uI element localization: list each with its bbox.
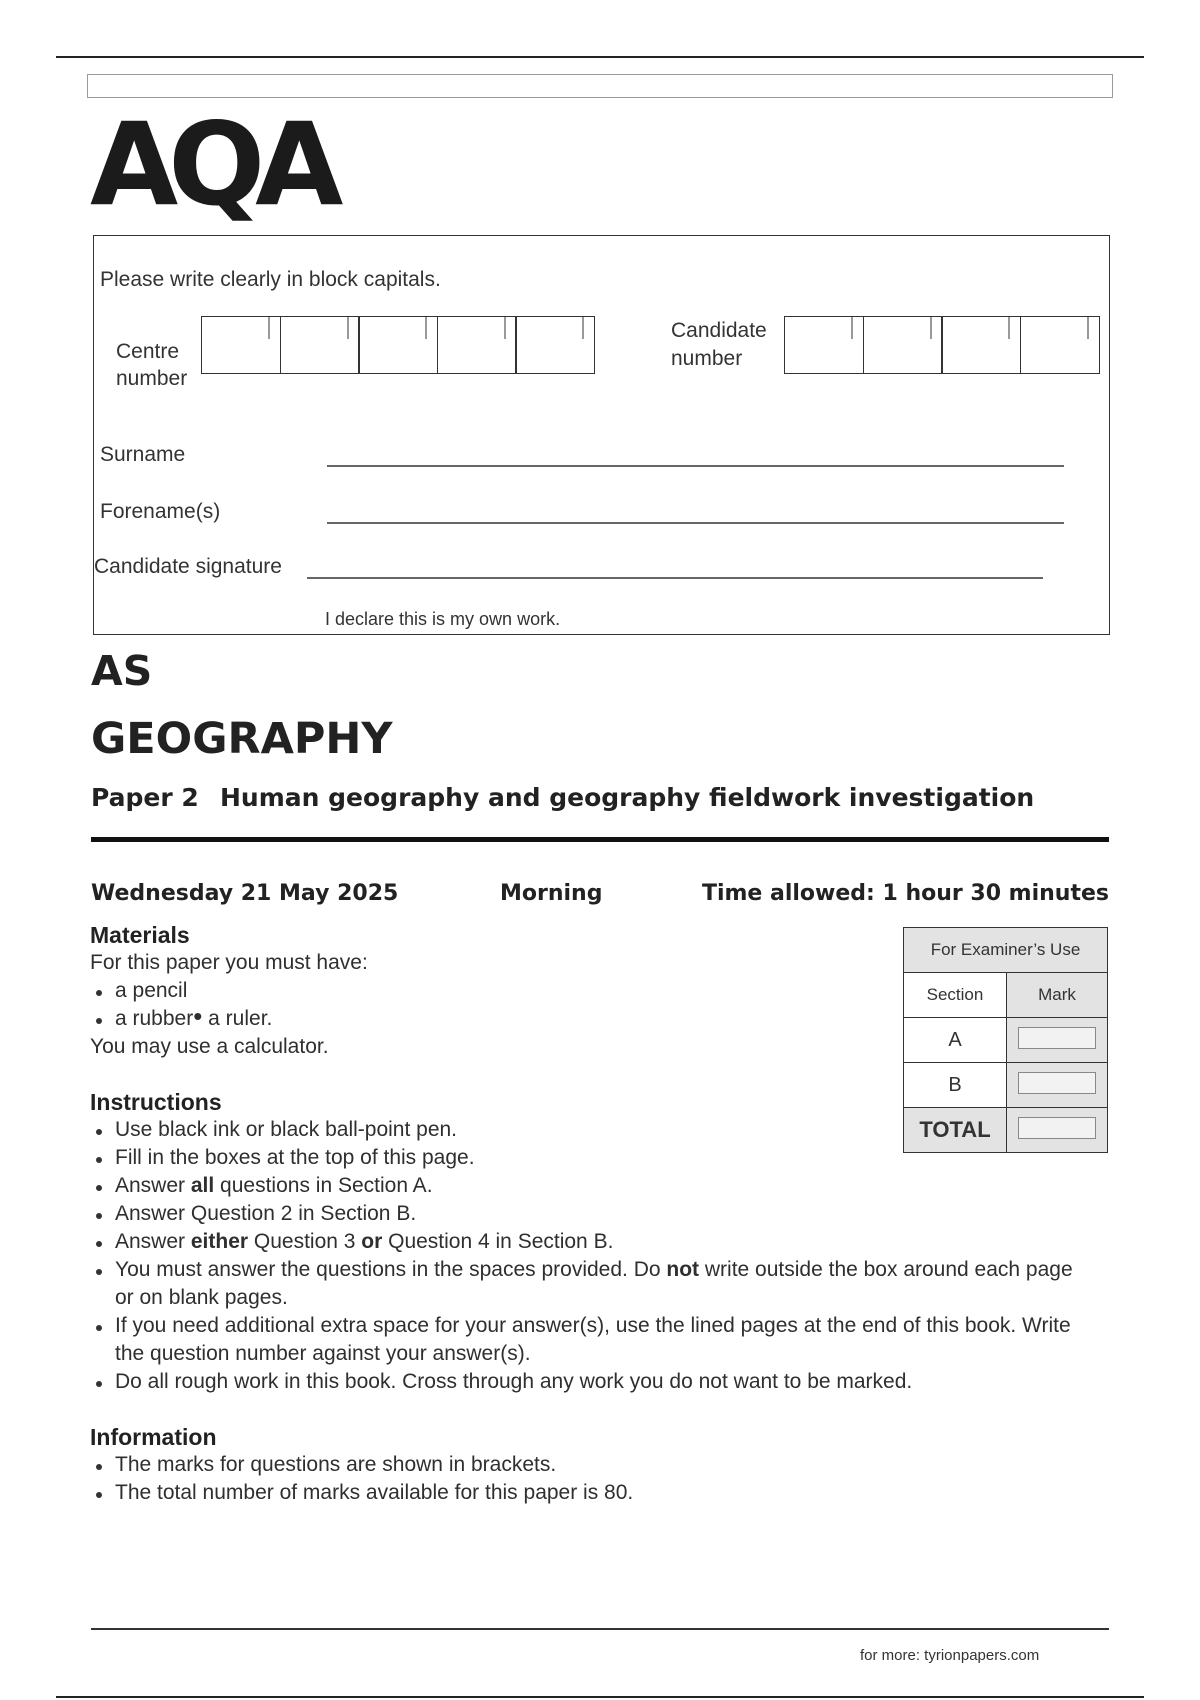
instruction-item: You must answer the questions in the spaces provided. Do not write outside the box around each page or on blank pages. — [90, 1256, 1090, 1312]
candidate-number-digit-box[interactable] — [784, 316, 864, 374]
forenames-line[interactable] — [327, 522, 1064, 524]
bottom-rule — [56, 1696, 1144, 1698]
signature-label: Candidate signature — [94, 555, 282, 578]
calculator-note: You may use a calculator. — [90, 1035, 329, 1058]
top-rule — [56, 56, 1144, 58]
examiner-col-mark: Mark — [1007, 973, 1108, 1018]
header-strip-box — [87, 74, 1113, 98]
footer-link[interactable]: for more: tyrionpapers.com — [860, 1647, 1040, 1664]
footer-rule — [91, 1628, 1109, 1630]
information-heading: Information — [90, 1424, 217, 1450]
qualification-level: AS — [91, 647, 153, 695]
centre-number-digit-box[interactable] — [280, 316, 360, 374]
instruction-item: Answer either Question 3 or Question 4 in Section B. — [90, 1228, 1090, 1256]
centre-number-digit-box[interactable] — [358, 316, 438, 374]
time-allowed: Time allowed: 1 hour 30 minutes — [701, 881, 1109, 906]
examiner-col-section: Section — [904, 973, 1007, 1018]
instruction-item: Fill in the boxes at the top of this page. — [90, 1144, 1090, 1172]
candidate-number-label: Candidate number — [671, 319, 767, 370]
centre-number-label: Centre number — [116, 340, 188, 390]
materials-item: a rubber• a ruler. — [90, 1005, 870, 1033]
exam-date: Wednesday 21 May 2025 — [91, 881, 399, 906]
materials-heading: Materials — [90, 922, 190, 948]
centre-number-boxes[interactable] — [201, 316, 595, 374]
instructions-heading: Instructions — [90, 1089, 222, 1115]
candidate-number-digit-box[interactable] — [941, 316, 1021, 374]
mark-cell-a[interactable] — [1007, 1018, 1108, 1063]
signature-line[interactable] — [307, 577, 1043, 579]
instructions-section — [90, 1089, 1090, 1396]
exam-session: Morning — [500, 881, 603, 906]
information-section — [90, 1424, 1090, 1507]
examiner-row-total: TOTAL — [904, 1108, 1007, 1153]
paper-title: Human geography and geography fieldwork investigation — [220, 783, 1035, 812]
centre-number-digit-box[interactable] — [201, 316, 281, 374]
materials-intro: For this paper you must have: — [90, 951, 368, 974]
declaration-text: I declare this is my own work. — [325, 609, 561, 629]
candidate-number-digit-box[interactable] — [1020, 316, 1100, 374]
examiner-row-b: B — [904, 1063, 1007, 1108]
materials-section — [90, 922, 870, 1061]
forenames-label: Forename(s) — [100, 500, 221, 523]
candidate-number-digit-box[interactable] — [863, 316, 943, 374]
surname-label: Surname — [100, 443, 186, 466]
examiner-table-heading: For Examiner’s Use — [904, 928, 1108, 973]
materials-item: a pencil — [90, 977, 870, 1005]
centre-number-digit-box[interactable] — [515, 316, 595, 374]
instruction-item: Do all rough work in this book. Cross through any work you do not want to be marked. — [90, 1368, 1090, 1396]
information-item: The total number of marks available for this paper is 80. — [90, 1479, 1090, 1507]
form-instruction: Please write clearly in block capitals. — [100, 268, 441, 291]
instruction-item: If you need additional extra space for your answer(s), use the lined pages at the end of this book. Write the question number against your answer(s). — [90, 1312, 1090, 1368]
instruction-item: Use black ink or black ball-point pen. — [90, 1116, 1090, 1144]
information-item: The marks for questions are shown in brackets. — [90, 1451, 1090, 1479]
candidate-number-boxes[interactable] — [784, 316, 1100, 374]
subject-title: GEOGRAPHY — [91, 714, 393, 764]
instruction-item: Answer all questions in Section A. — [90, 1172, 1090, 1200]
centre-number-digit-box[interactable] — [437, 316, 517, 374]
aqa-logo: AQA — [90, 98, 334, 231]
instruction-item: Answer Question 2 in Section B. — [90, 1200, 1090, 1228]
paper-number: Paper 2 — [91, 783, 199, 812]
surname-line[interactable] — [327, 465, 1064, 467]
examiner-row-a: A — [904, 1018, 1007, 1063]
title-divider — [91, 837, 1109, 842]
